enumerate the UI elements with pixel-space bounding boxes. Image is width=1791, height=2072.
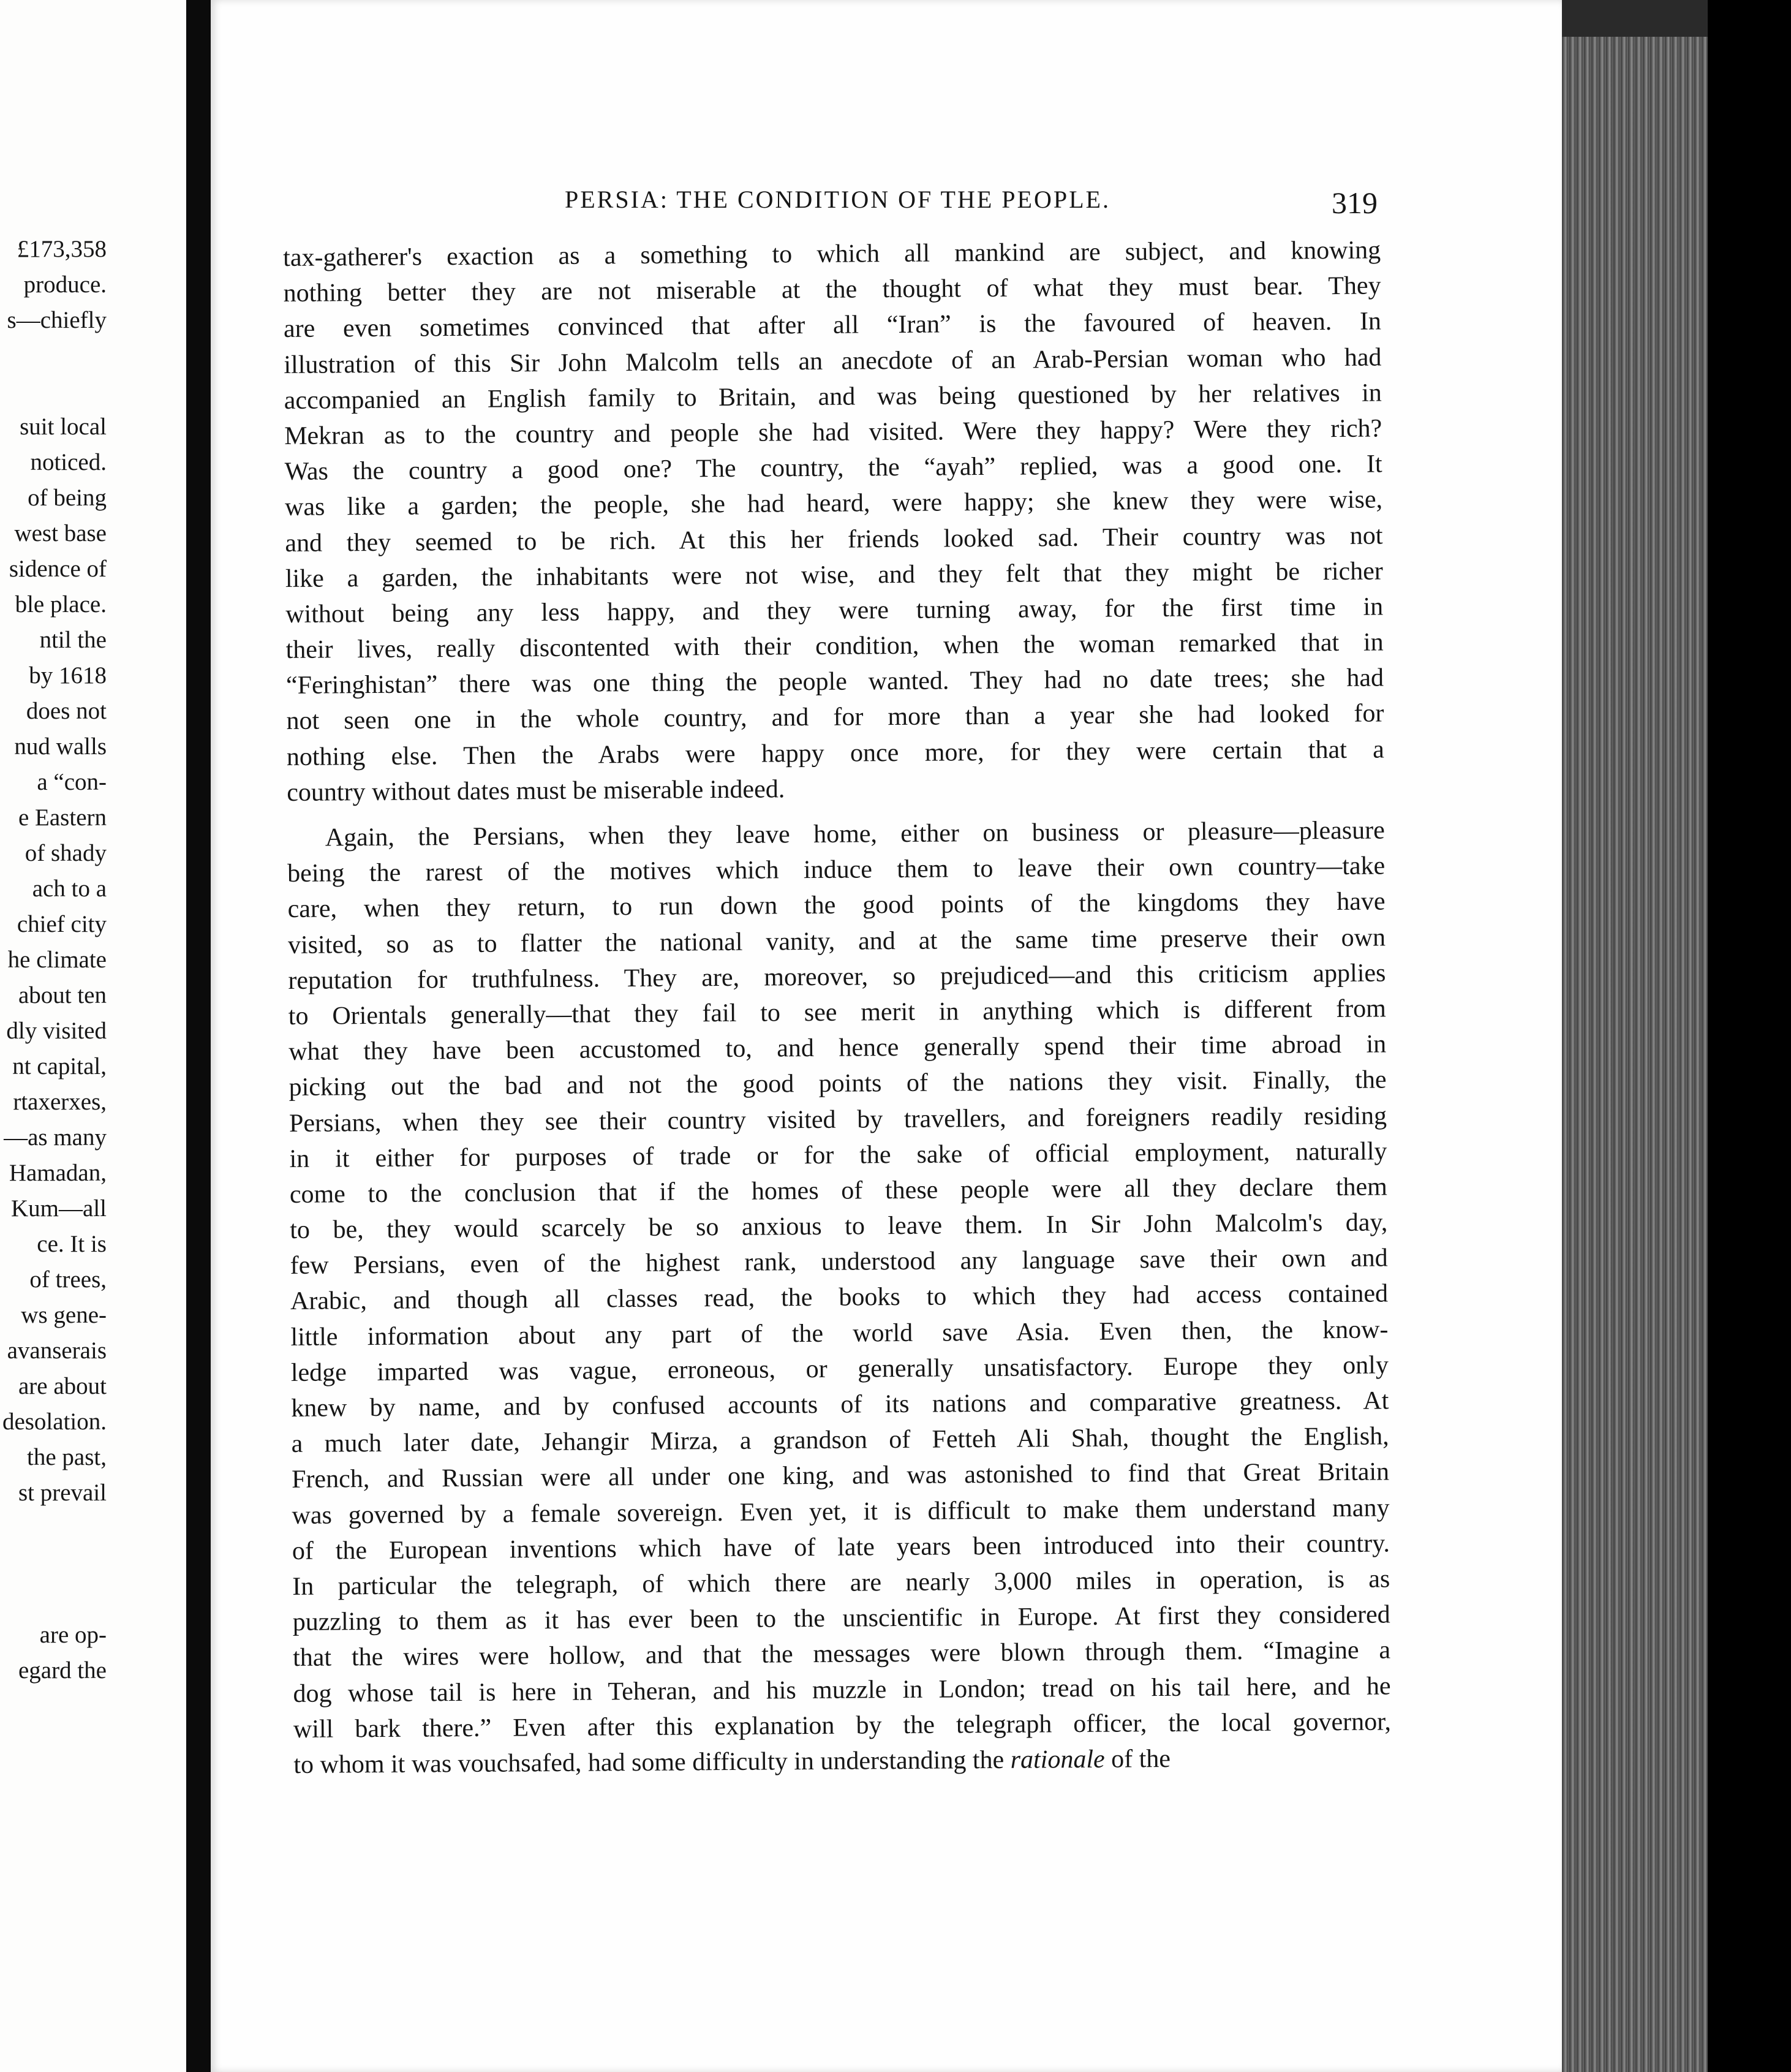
text-line: ach to a: [32, 875, 107, 902]
text-line: [0, 374, 107, 409]
text-line: nt capital,: [12, 1053, 107, 1079]
text-line: dog whose tail is here in Teheran, and his muzzle in London; tread on his tail here, and he: [293, 1671, 1391, 1708]
text-line: sidence of: [9, 556, 107, 582]
text-line: does not: [26, 698, 107, 724]
text-line: he climate: [7, 947, 107, 973]
text-line: few Persians, even of the highest rank, understood any language save their own and: [290, 1244, 1388, 1280]
text-line: French, and Russian were all under one king, and was astonished to find that Great Britain: [291, 1458, 1390, 1494]
text-line: not seen one in the whole country, and for more than a year she had looked for: [286, 699, 1384, 736]
text-line: Again, the Persians, when they leave home, either on business or pleasure—pleasure: [325, 816, 1385, 852]
text-line: being the rarest of the motives which induce them to leave their own country—take: [287, 852, 1386, 888]
text-line: ntil the: [39, 627, 107, 653]
text-line: puzzling to them as it has ever been to the unscientific in Europe. At first they considered: [292, 1600, 1390, 1637]
text-line: [0, 1546, 107, 1582]
text-line: Arabic, and though all classes read, the books to which they had access contained: [290, 1279, 1389, 1316]
paragraph-1: [283, 232, 1384, 810]
text-line: tax-gatherer's exaction as a something to which all mankind are subject, and knowing: [283, 236, 1381, 272]
text-line: dly visited: [6, 1018, 107, 1044]
text-line: rtaxerxes,: [13, 1089, 107, 1115]
book-gutter: [186, 0, 211, 2072]
text-line: was like a garden; the people, she had heard, were happy; she knew they were wise,: [284, 485, 1383, 522]
text-line: nothing better they are not miserable at the thought of what they must bear. They: [283, 271, 1381, 308]
text-line: was governed by a female sovereign. Even yet, it is difficult to make them understand many: [292, 1494, 1390, 1530]
text-line: s—chiefly: [7, 307, 107, 333]
text-line: [0, 1511, 107, 1546]
body-text: [283, 232, 1392, 1783]
text-line: £173,358: [17, 236, 107, 262]
text-line: Hamadan,: [9, 1160, 107, 1186]
text-line: suit local: [20, 414, 107, 440]
text-line: of trees,: [29, 1266, 107, 1293]
text-line: chief city: [17, 911, 107, 937]
running-header: PERSIA: THE CONDITION OF THE PEOPLE.: [565, 186, 1110, 213]
text-line: ble place.: [15, 591, 107, 618]
text-line: come to the conclusion that if the homes of these people were all they declare them: [289, 1173, 1387, 1209]
text-line: a “con-: [37, 769, 107, 795]
text-line: nothing else. Then the Arabs were happy once more, for they were certain that a: [286, 735, 1385, 771]
page-number: 319: [1332, 186, 1378, 220]
text-line: illustration of this Sir John Malcolm tells an anecdote of an Arab-Persian woman who had: [284, 343, 1382, 379]
text-line: “Feringhistan” there was one thing the people wanted. They had no date trees; she had: [285, 664, 1384, 700]
text-line: little information about any part of the world save Asia. Even then, the know-: [290, 1315, 1389, 1352]
text-line: of shady: [25, 840, 107, 866]
text-line: nud walls: [14, 733, 107, 760]
text-line: and they seemed to be rich. At this her friends looked sad. Their country was not: [285, 521, 1383, 558]
text-line: are about: [18, 1373, 107, 1399]
text-line: by 1618: [29, 662, 107, 689]
text-line: a much later date, Jehangir Mirza, a grandson of Fetteh Ali Shah, thought the English,: [291, 1422, 1389, 1459]
paragraph-2: [287, 812, 1392, 1747]
text-line: produce.: [23, 271, 107, 298]
text-line: picking out the bad and not the good points of the nations they visit. Finally, the: [288, 1065, 1387, 1102]
text-line: will bark there.” Even after this explanation by the telegraph officer, the local governor,: [293, 1707, 1392, 1744]
final-line-start: to whom it was vouchsafed, had some difficulty in understanding the: [293, 1745, 1005, 1779]
text-line: their lives, really discontented with their condition, when the woman remarked that in: [285, 628, 1384, 665]
text-line: In particular the telegraph, of which there are nearly 3,000 miles in operation, is as: [292, 1565, 1390, 1601]
text-line: that the wires were hollow, and that the messages were blown through them. “Imagine a: [292, 1636, 1391, 1673]
left-facing-page: [0, 0, 186, 2072]
text-line: Kum—all: [11, 1195, 107, 1222]
final-line-italic: rationale: [1010, 1745, 1105, 1774]
text-line: what they have been accustomed to, and hence generally spend their time abroad in: [288, 1030, 1387, 1067]
text-line: like a garden, the inhabitants were not wise, and they felt that they might be richer: [285, 557, 1383, 593]
text-line: [0, 1582, 107, 1617]
text-line: Was the country a good one? The country, the “ayah” replied, was a good one. It: [284, 450, 1382, 486]
text-line: ws gene-: [21, 1302, 107, 1328]
final-line-end: of the: [1111, 1744, 1171, 1774]
text-line: e Eastern: [18, 804, 107, 831]
page-edges: [1562, 37, 1708, 2072]
text-line: care, when they return, to run down the good points of the kingdoms they have: [287, 887, 1386, 924]
text-line: accompanied an English family to Britain, and was being questioned by her relatives in: [284, 379, 1382, 415]
text-line: egard the: [18, 1657, 107, 1684]
text-line: —as many: [4, 1124, 107, 1151]
text-line: without being any less happy, and they were turning away, for the first time in: [285, 592, 1384, 629]
text-line: of being: [28, 485, 107, 511]
text-line: are op-: [39, 1622, 107, 1648]
text-line: are even sometimes convinced that after all “Iran” is the favoured of heaven. In: [283, 307, 1382, 344]
text-line: in it either for purposes of trade or for the sake of official employment, naturally: [289, 1137, 1387, 1173]
text-line: west base: [14, 520, 107, 546]
left-page-text: [0, 232, 107, 1688]
text-line: knew by name, and by confused accounts of its nations and comparative greatness. At: [291, 1386, 1389, 1423]
text-line: st prevail: [18, 1480, 107, 1506]
text-line: about ten: [18, 982, 107, 1008]
text-line: [0, 338, 107, 374]
text-line: ledge imparted was vague, erroneous, or generally unsatisfactory. Europe they only: [290, 1351, 1389, 1387]
text-line: desolation.: [2, 1408, 107, 1435]
text-line: reputation for truthfulness. They are, moreover, so prejudiced—and this criticism applies: [288, 959, 1386, 995]
text-line: to be, they would scarcely be so anxious to leave them. In Sir John Malcolm's day,: [290, 1208, 1388, 1245]
text-line: country without dates must be miserable indeed.: [287, 775, 785, 807]
page-edges-top: [1562, 0, 1708, 37]
text-line: avanserais: [7, 1337, 107, 1364]
text-line: Persians, when they see their country visited by travellers, and foreigners readily residing: [288, 1101, 1387, 1138]
text-line: visited, so as to flatter the national vanity, and at the same time preserve their own: [287, 923, 1386, 959]
text-line: Mekran as to the country and people she had visited. Were they happy? Were they rich?: [284, 414, 1382, 450]
text-line: to Orientals generally—that they fail to see merit in anything which is different from: [288, 994, 1386, 1030]
text-line: ce. It is: [37, 1231, 107, 1257]
text-line: noticed.: [30, 449, 107, 475]
text-line: of the European inventions which have of late years been introduced into their country.: [292, 1529, 1390, 1565]
text-line: the past,: [27, 1444, 107, 1470]
